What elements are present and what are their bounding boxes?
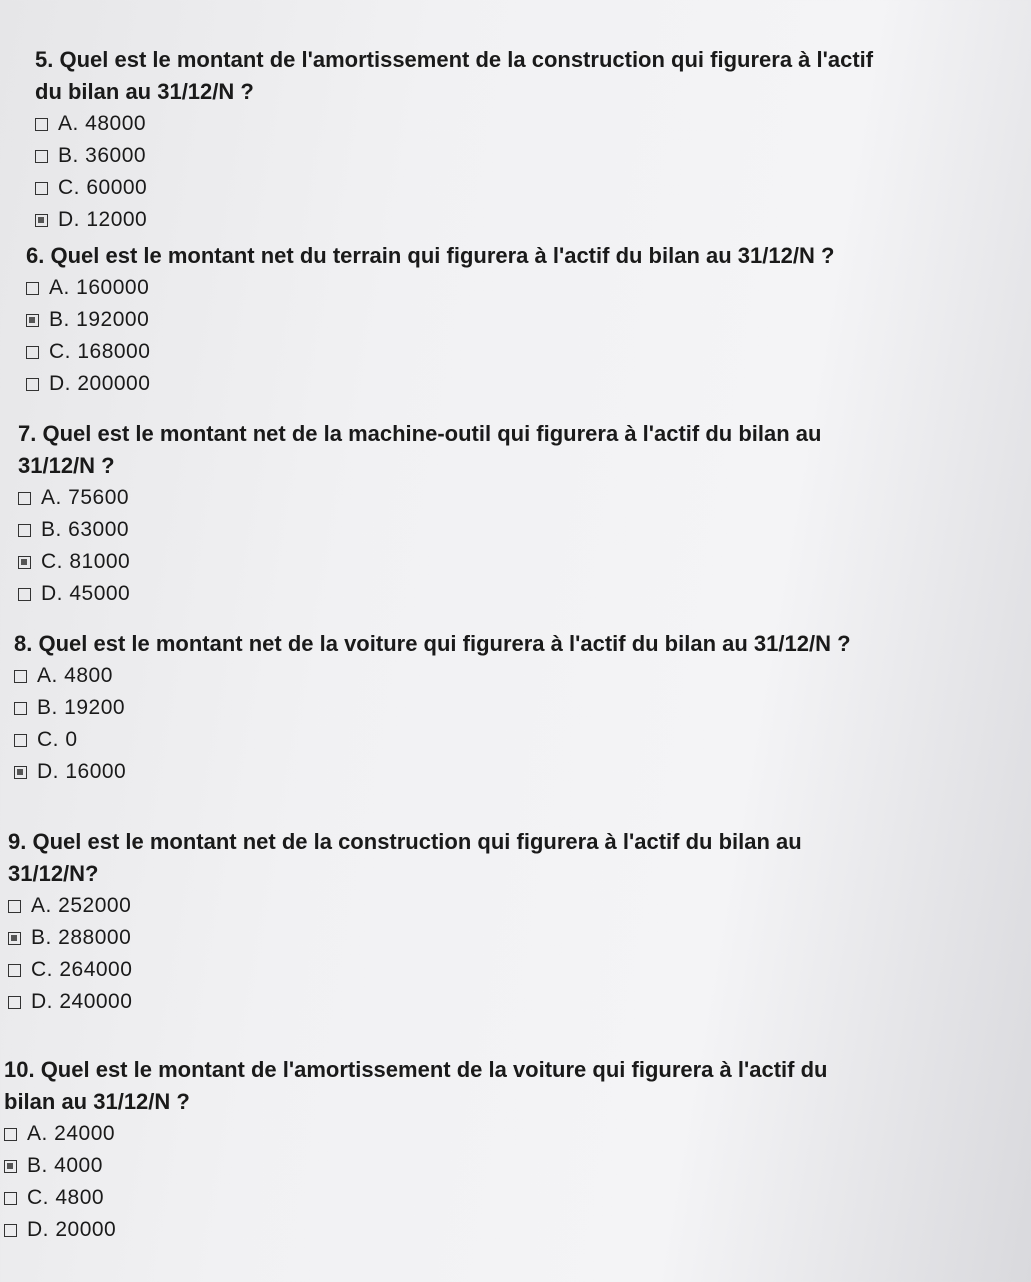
question-8-line1: 8. Quel est le montant net de la voiture qui figurera à l'actif du bilan au 31/12/N ?: [14, 631, 851, 656]
option-8d-label: D. 16000: [37, 760, 127, 783]
option-7b-label: B. 63000: [41, 518, 130, 541]
question-6-text: [26, 240, 1031, 272]
question-9: [8, 826, 1018, 1018]
checkbox-5a[interactable]: [35, 118, 48, 131]
option-9a[interactable]: [8, 890, 1018, 922]
option-7d-label: D. 45000: [41, 582, 131, 605]
question-10-line2: bilan au 31/12/N ?: [4, 1089, 190, 1114]
option-5d-label: D. 12000: [58, 208, 148, 231]
checkbox-5c[interactable]: [35, 182, 48, 195]
option-5b-label: B. 36000: [58, 144, 147, 167]
option-7b[interactable]: [18, 514, 1028, 546]
option-9c[interactable]: [8, 954, 1018, 986]
option-8c[interactable]: [14, 724, 1024, 756]
option-8d[interactable]: [14, 756, 1024, 788]
option-9d[interactable]: [8, 986, 1018, 1018]
option-7a-label: A. 75600: [41, 486, 130, 509]
option-8a-label: A. 4800: [37, 664, 113, 687]
question-10-text: [4, 1054, 1014, 1118]
question-9-line2: 31/12/N?: [8, 861, 99, 886]
option-5a-label: A. 48000: [58, 112, 147, 135]
option-8a[interactable]: [14, 660, 1024, 692]
option-9b[interactable]: [8, 922, 1018, 954]
checkbox-8a[interactable]: [14, 670, 27, 683]
option-5a[interactable]: [35, 108, 1031, 140]
question-5-line1: 5. Quel est le montant de l'amortissement de la construction qui figurera à l'actif: [35, 47, 874, 72]
checkbox-9c[interactable]: [8, 964, 21, 977]
option-5b[interactable]: [35, 140, 1031, 172]
question-10: [4, 1054, 1014, 1246]
option-10d[interactable]: [4, 1214, 1014, 1246]
checkbox-10c[interactable]: [4, 1192, 17, 1205]
checkbox-5d[interactable]: [35, 214, 48, 227]
checkbox-6a[interactable]: [26, 282, 39, 295]
checkbox-7a[interactable]: [18, 492, 31, 505]
option-10a[interactable]: [4, 1118, 1014, 1150]
option-9a-label: A. 252000: [31, 894, 132, 917]
question-8-text: [14, 628, 1024, 660]
checkbox-5b[interactable]: [35, 150, 48, 163]
checkbox-6c[interactable]: [26, 346, 39, 359]
checkbox-9a[interactable]: [8, 900, 21, 913]
option-8b[interactable]: [14, 692, 1024, 724]
question-5-line2: du bilan au 31/12/N ?: [35, 79, 254, 104]
checkbox-8d[interactable]: [14, 766, 27, 779]
question-7-line2: 31/12/N ?: [18, 453, 115, 478]
checkbox-9b[interactable]: [8, 932, 21, 945]
option-6b[interactable]: [26, 304, 1031, 336]
option-7c-label: C. 81000: [41, 550, 131, 573]
option-9b-label: B. 288000: [31, 926, 132, 949]
option-6a-label: A. 160000: [49, 276, 150, 299]
checkbox-10a[interactable]: [4, 1128, 17, 1141]
checkbox-10b[interactable]: [4, 1160, 17, 1173]
option-5c-label: C. 60000: [58, 176, 148, 199]
checkbox-7c[interactable]: [18, 556, 31, 569]
option-10d-label: D. 20000: [27, 1218, 117, 1241]
question-6-line1: 6. Quel est le montant net du terrain qui figurera à l'actif du bilan au 31/12/N ?: [26, 243, 835, 268]
option-7c[interactable]: [18, 546, 1028, 578]
option-6c[interactable]: [26, 336, 1031, 368]
option-9c-label: C. 264000: [31, 958, 133, 981]
question-5: [35, 44, 1031, 236]
option-10b[interactable]: [4, 1150, 1014, 1182]
question-7-line1: 7. Quel est le montant net de la machine-outil qui figurera à l'actif du bilan au: [18, 421, 822, 446]
option-6b-label: B. 192000: [49, 308, 150, 331]
question-5-text: [35, 44, 1031, 108]
option-6c-label: C. 168000: [49, 340, 151, 363]
option-5d[interactable]: [35, 204, 1031, 236]
option-7a[interactable]: [18, 482, 1028, 514]
checkbox-6b[interactable]: [26, 314, 39, 327]
checkbox-8c[interactable]: [14, 734, 27, 747]
option-10c-label: C. 4800: [27, 1186, 105, 1209]
checkbox-7d[interactable]: [18, 588, 31, 601]
option-6a[interactable]: [26, 272, 1031, 304]
option-10a-label: A. 24000: [27, 1122, 116, 1145]
checkbox-6d[interactable]: [26, 378, 39, 391]
question-10-line1: 10. Quel est le montant de l'amortissement de la voiture qui figurera à l'actif du: [4, 1057, 828, 1082]
option-8c-label: C. 0: [37, 728, 78, 751]
question-8: [14, 628, 1024, 788]
question-7: [18, 418, 1028, 610]
option-8b-label: B. 19200: [37, 696, 126, 719]
checkbox-8b[interactable]: [14, 702, 27, 715]
checkbox-7b[interactable]: [18, 524, 31, 537]
option-6d-label: D. 200000: [49, 372, 151, 395]
option-7d[interactable]: [18, 578, 1028, 610]
option-6d[interactable]: [26, 368, 1031, 400]
question-9-text: [8, 826, 1018, 890]
option-5c[interactable]: [35, 172, 1031, 204]
option-9d-label: D. 240000: [31, 990, 133, 1013]
question-9-line1: 9. Quel est le montant net de la construction qui figurera à l'actif du bilan au: [8, 829, 802, 854]
option-10c[interactable]: [4, 1182, 1014, 1214]
question-7-text: [18, 418, 1028, 482]
checkbox-9d[interactable]: [8, 996, 21, 1009]
checkbox-10d[interactable]: [4, 1224, 17, 1237]
option-10b-label: B. 4000: [27, 1154, 103, 1177]
question-6: [26, 240, 1031, 400]
